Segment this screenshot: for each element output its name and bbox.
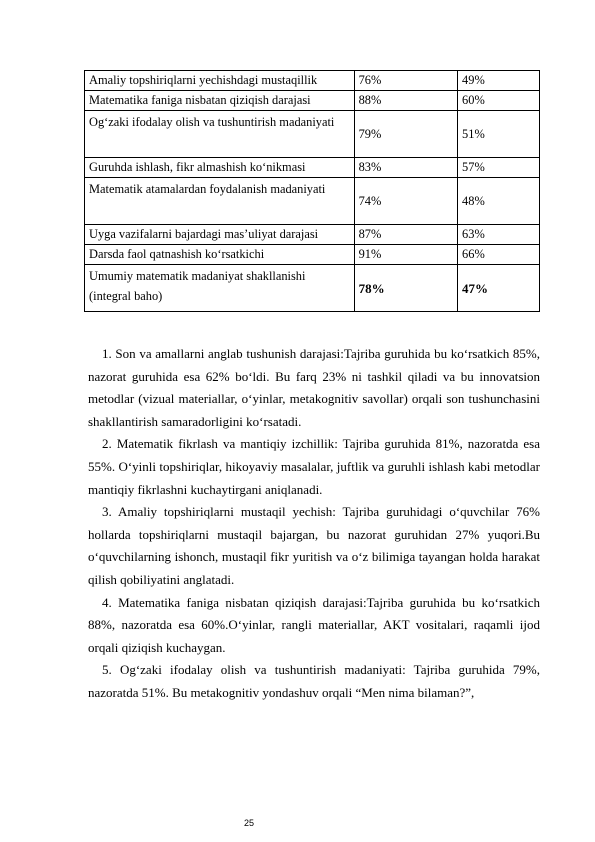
table-row [85, 178, 540, 225]
control-value: 49% [458, 71, 540, 91]
row-label: Og‘zaki ifodalay olish va tushuntirish madaniyati [85, 111, 355, 158]
row-label: Uyga vazifalarni bajardagi mas’uliyat darajasi [85, 225, 355, 245]
table-row [85, 245, 540, 265]
control-value: 47% [458, 265, 540, 312]
experimental-value: 76% [354, 71, 457, 91]
experimental-value: 74% [354, 178, 457, 225]
table-row [85, 225, 540, 245]
control-value: 48% [458, 178, 540, 225]
control-value: 63% [458, 225, 540, 245]
table-row [85, 91, 540, 111]
row-label: Darsda faol qatnashish ko‘rsatkichi [85, 245, 355, 265]
experimental-value: 79% [354, 111, 457, 158]
control-value: 51% [458, 111, 540, 158]
table-row [85, 158, 540, 178]
experimental-value: 78% [354, 265, 457, 312]
control-value: 60% [458, 91, 540, 111]
results-table [84, 70, 540, 312]
paragraph: 1. Son va amallarni anglab tushunish darajasi:Tajriba guruhida bu ko‘rsatkich 85%, nazorat guruhida esa 62% bo‘ldi. Bu farq 23% ni tashkil qiladi va bu innovatsion metodlar (vizual materiallar, o‘yinlar, metakognitiv savollar) orqali son tushunchasini shakllantirish samaradorligini ko‘rsatadi. [88, 346, 540, 429]
paragraph: 3. Amaliy topshiriqlarni mustaqil yechish: Tajriba guruhidagi o‘quvchilar 76% hollarda topshiriqlarni mustaqil bajargan, bu nazorat guruhidan 27% yuqori.Bu o‘quvchilarning ishonch, mustaqil fikr yuritish va o‘z bilimiga tayangan holda harakat qilish qobiliyatini anglatadi. [88, 504, 540, 587]
table-row [85, 111, 540, 158]
row-label: Matematik atamalardan foydalanish madaniyati [85, 178, 355, 225]
table-row-total [85, 265, 540, 312]
control-value: 57% [458, 158, 540, 178]
row-label: Amaliy topshiriqlarni yechishdagi mustaqillik [85, 71, 355, 91]
paragraph: 4. Matematika faniga nisbatan qiziqish darajasi:Tajriba guruhida bu ko‘rsatkich 88%, nazoratda esa 60%.O‘yinlar, rangli materiallar, AKT vositalari, raqamli ijod orqali qiziqish kuchaygan. [88, 594, 540, 655]
row-label: Umumiy matematik madaniyat shakllanishi (integral baho) [85, 265, 355, 312]
row-label: Guruhda ishlash, fikr almashish ko‘nikmasi [85, 158, 355, 178]
row-label: Matematika faniga nisbatan qiziqish darajasi [85, 91, 355, 111]
experimental-value: 83% [354, 158, 457, 178]
table-row [85, 71, 540, 91]
body-text [88, 343, 540, 705]
experimental-value: 87% [354, 225, 457, 245]
experimental-value: 91% [354, 245, 457, 265]
paragraph: 2. Matematik fikrlash va mantiqiy izchillik: Tajriba guruhida 81%, nazoratda esa 55%. O‘yinli topshiriqlar, hikoyaviy masalalar, juftlik va guruhli ishlash kabi metodlar mantiqiy fikrlashni kuchaytirgani aniqlanadi. [88, 436, 540, 497]
experimental-value: 88% [354, 91, 457, 111]
control-value: 66% [458, 245, 540, 265]
page-number: 25 [244, 818, 255, 828]
paragraph: 5. Og‘zaki ifodalay olish va tushuntirish madaniyati: Tajriba guruhida 79%, nazoratda 51%. Bu metakognitiv yondashuv orqali “Men nima bilaman?”, [88, 662, 540, 700]
